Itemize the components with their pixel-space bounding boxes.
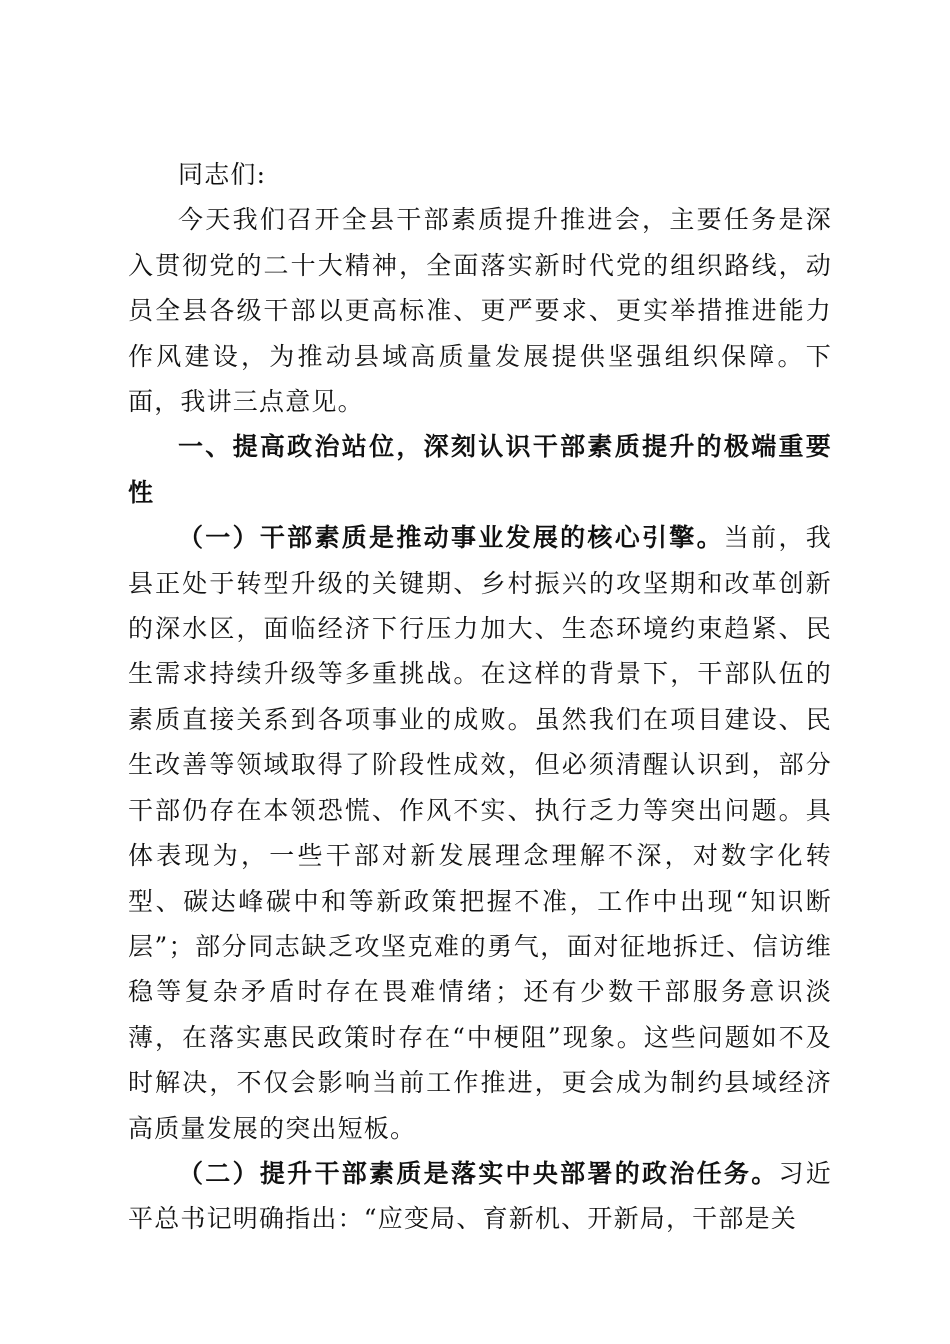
document-page: [128, 152, 832, 1242]
intro-paragraph: 今天我们召开全县干部素质提升推进会，主要任务是深入贯彻党的二十大精神，全面落实新时代党的组织路线，动员全县各级干部以更高标准、更严要求、更实举措推进能力作风建设，为推动县域高质量发展提供坚强组织保障。下面，我讲三点意见。: [128, 205, 832, 417]
salutation: 同志们:: [178, 160, 267, 189]
section-heading-1: 一、提高政治站位，深刻认识干部素质提升的极端重要性: [128, 432, 832, 507]
point-1-body: 当前，我县正处于转型升级的关键期、乡村振兴的攻坚期和改革创新的深水区，面临经济下行压力加大、生态环境约束趋紧、民生需求持续升级等多重挑战。在这样的背景下，干部队伍的素质直接关系到各项事业的成败。虽然我们在项目建设、民生改善等领域取得了阶段性成效，但必须清醒认识到，部分干部仍存在本领恐慌、作风不实、执行乏力等突出问题。具体表现为，一些干部对新发展理念理解不深，对数字化转型、碳达峰碳中和等新政策把握不准，工作中出现“知识断层”；部分同志缺乏攻坚克难的勇气，面对征地拆迁、信访维稳等复杂矛盾时存在畏难情绪；还有少数干部服务意识淡薄，在落实惠民政策时存在“中梗阻”现象。这些问题如不及时解决，不仅会影响当前工作推进，更会成为制约县域经济高质量发展的突出短板。: [128, 523, 832, 1143]
point-1-title: （一）干部素质是推动事业发展的核心引擎。: [178, 523, 724, 553]
point-1-paragraph: [128, 515, 832, 1151]
point-2-title: （二）提升干部素质是落实中央部署的政治任务。: [178, 1158, 779, 1188]
point-2-body: 习近平总书记明确指出：“应变局、育新机、开新局，干部是关: [128, 1158, 832, 1234]
point-2-paragraph: [128, 1151, 832, 1242]
